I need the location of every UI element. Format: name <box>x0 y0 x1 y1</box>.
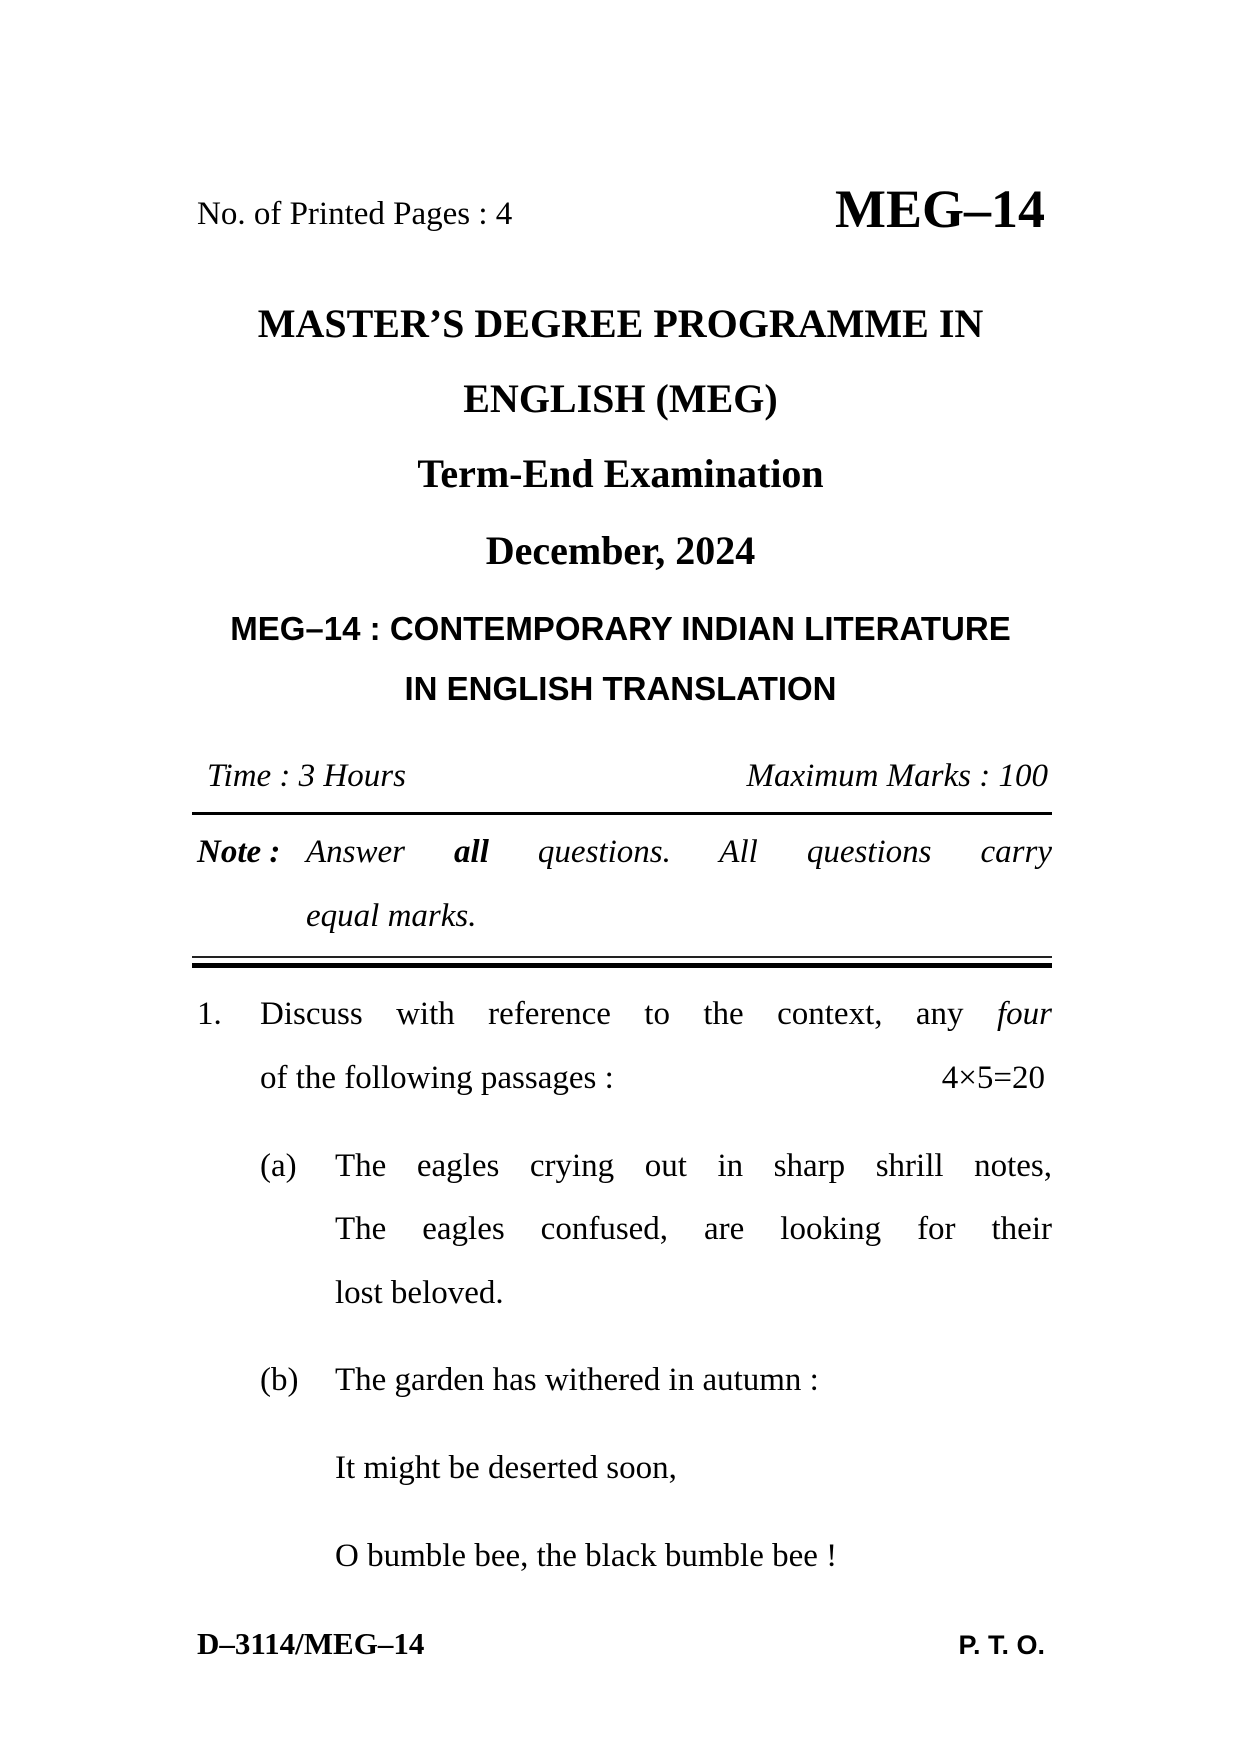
question-emphasis: four <box>996 996 1052 1032</box>
exam-time: Time : 3 Hours <box>207 758 406 794</box>
maximum-marks: Maximum Marks : 100 <box>746 758 1048 794</box>
divider <box>192 812 1052 815</box>
paper-code: MEG–14 <box>835 179 1045 239</box>
part-label-a: (a) <box>260 1148 297 1184</box>
exam-type: Term-End Examination <box>417 451 824 496</box>
note-text-pre: Answer <box>306 834 455 870</box>
passage-b-line: The garden has withered in autumn : <box>335 1362 819 1398</box>
question-text-pre: Discuss with reference to the context, any <box>260 996 997 1032</box>
course-title-line1: MEG–14 : CONTEMPORARY INDIAN LITERATURE <box>230 610 1011 647</box>
note-text-line1 <box>306 834 1052 871</box>
question-number: 1. <box>197 996 222 1032</box>
question-text-line2: of the following passages : <box>260 1060 614 1096</box>
passage-a-line: lost beloved. <box>335 1275 504 1311</box>
part-label-b: (b) <box>260 1362 299 1398</box>
note-text-post: questions. All questions carry <box>488 834 1053 870</box>
note-emphasis: all <box>454 834 489 870</box>
passage-b-line: O bumble bee, the black bumble bee ! <box>335 1538 838 1574</box>
course-title-line2: IN ENGLISH TRANSLATION <box>404 670 837 707</box>
passage-a-line: The eagles confused, are looking for their <box>335 1211 1052 1247</box>
double-divider-thick <box>192 963 1052 968</box>
please-turn-over: P. T. O. <box>958 1630 1045 1660</box>
note-label: Note : <box>197 834 281 870</box>
question-marks: 4×5=20 <box>941 1060 1045 1096</box>
exam-date: December, 2024 <box>485 528 756 573</box>
printed-pages-count: No. of Printed Pages : 4 <box>197 196 513 232</box>
note-text-line2: equal marks. <box>306 898 477 934</box>
passage-a-line: The eagles crying out in sharp shrill notes, <box>335 1148 1052 1184</box>
programme-title-line2: ENGLISH (MEG) <box>463 376 778 421</box>
footer-paper-code: D–3114/MEG–14 <box>197 1626 425 1661</box>
programme-title-line1: MASTER’S DEGREE PROGRAMME IN <box>257 301 984 346</box>
question-text-line1 <box>260 996 1052 1033</box>
double-divider-thin <box>192 956 1052 958</box>
passage-b-line: It might be deserted soon, <box>335 1450 677 1486</box>
